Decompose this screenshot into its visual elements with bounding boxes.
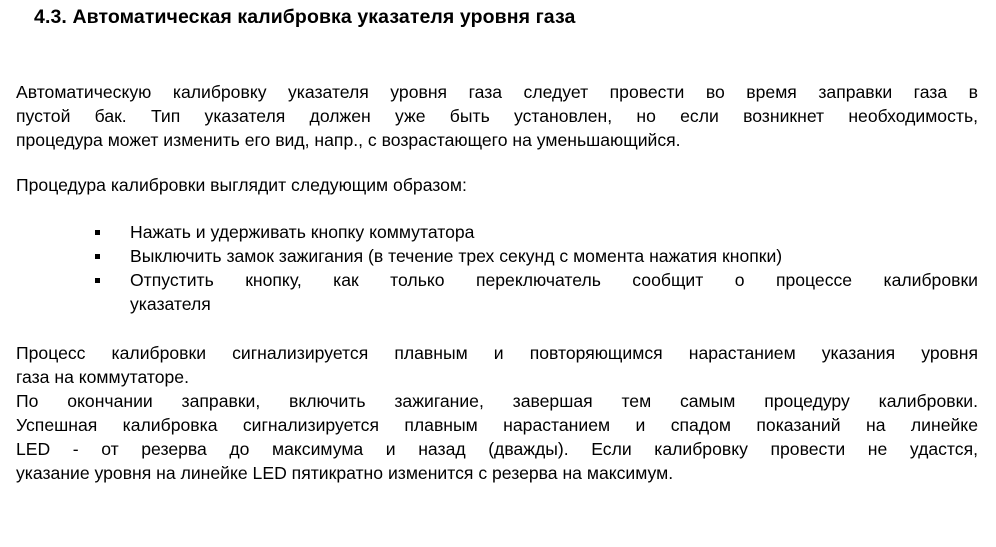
paragraph-line: Автоматическую калибровку указателя уровня газа следует провести во время заправки газа в — [16, 82, 978, 102]
list-item-text: Нажать и удерживать кнопку коммутатора — [130, 222, 475, 242]
paragraph-line: Успешная калибровка сигнализируется плавным нарастанием и спадом показаний на линейке — [16, 415, 978, 435]
paragraph-line: LED - от резерва до максимума и назад (дважды). Если калибровку провести не удастся, — [16, 439, 978, 459]
bullet-icon — [95, 230, 100, 235]
list-item — [94, 220, 978, 244]
paragraph-line: Процесс калибровки сигнализируется плавным и повторяющимся нарастанием указания уровня — [16, 343, 978, 363]
paragraph-line: процедура может изменить его вид, напр., с возрастающего на уменьшающийся. — [16, 130, 681, 150]
paragraph-line: Процедура калибровки выглядит следующим образом: — [16, 175, 467, 195]
section-heading: 4.3. Автоматическая калибровка указателя уровня газа — [34, 6, 576, 28]
list-item — [94, 244, 978, 268]
paragraph-line: указание уровня на линейке LED пятикратно изменится с резерва на максимум. — [16, 463, 674, 483]
paragraph-line: газа на коммутаторе. — [16, 367, 189, 387]
bullet-icon — [95, 278, 100, 283]
paragraph-line: пустой бак. Тип указателя должен уже быть установлен, но если возникнет необходимость, — [16, 106, 978, 126]
procedure-intro — [16, 173, 978, 197]
paragraph-line: По окончании заправки, включить зажигание, завершая тем самым процедуру калибровки. — [16, 391, 978, 411]
procedure-steps-list — [94, 220, 978, 316]
calibration-result-paragraph — [16, 341, 978, 485]
list-item — [94, 268, 978, 316]
list-item-text: Отпустить кнопку, как только переключатель сообщит о процессе калибровки — [130, 270, 978, 290]
intro-paragraph — [16, 80, 978, 152]
list-item-text: Выключить замок зажигания (в течение трех секунд с момента нажатия кнопки) — [130, 246, 783, 266]
list-item-text: указателя — [130, 294, 211, 314]
bullet-icon — [95, 254, 100, 259]
